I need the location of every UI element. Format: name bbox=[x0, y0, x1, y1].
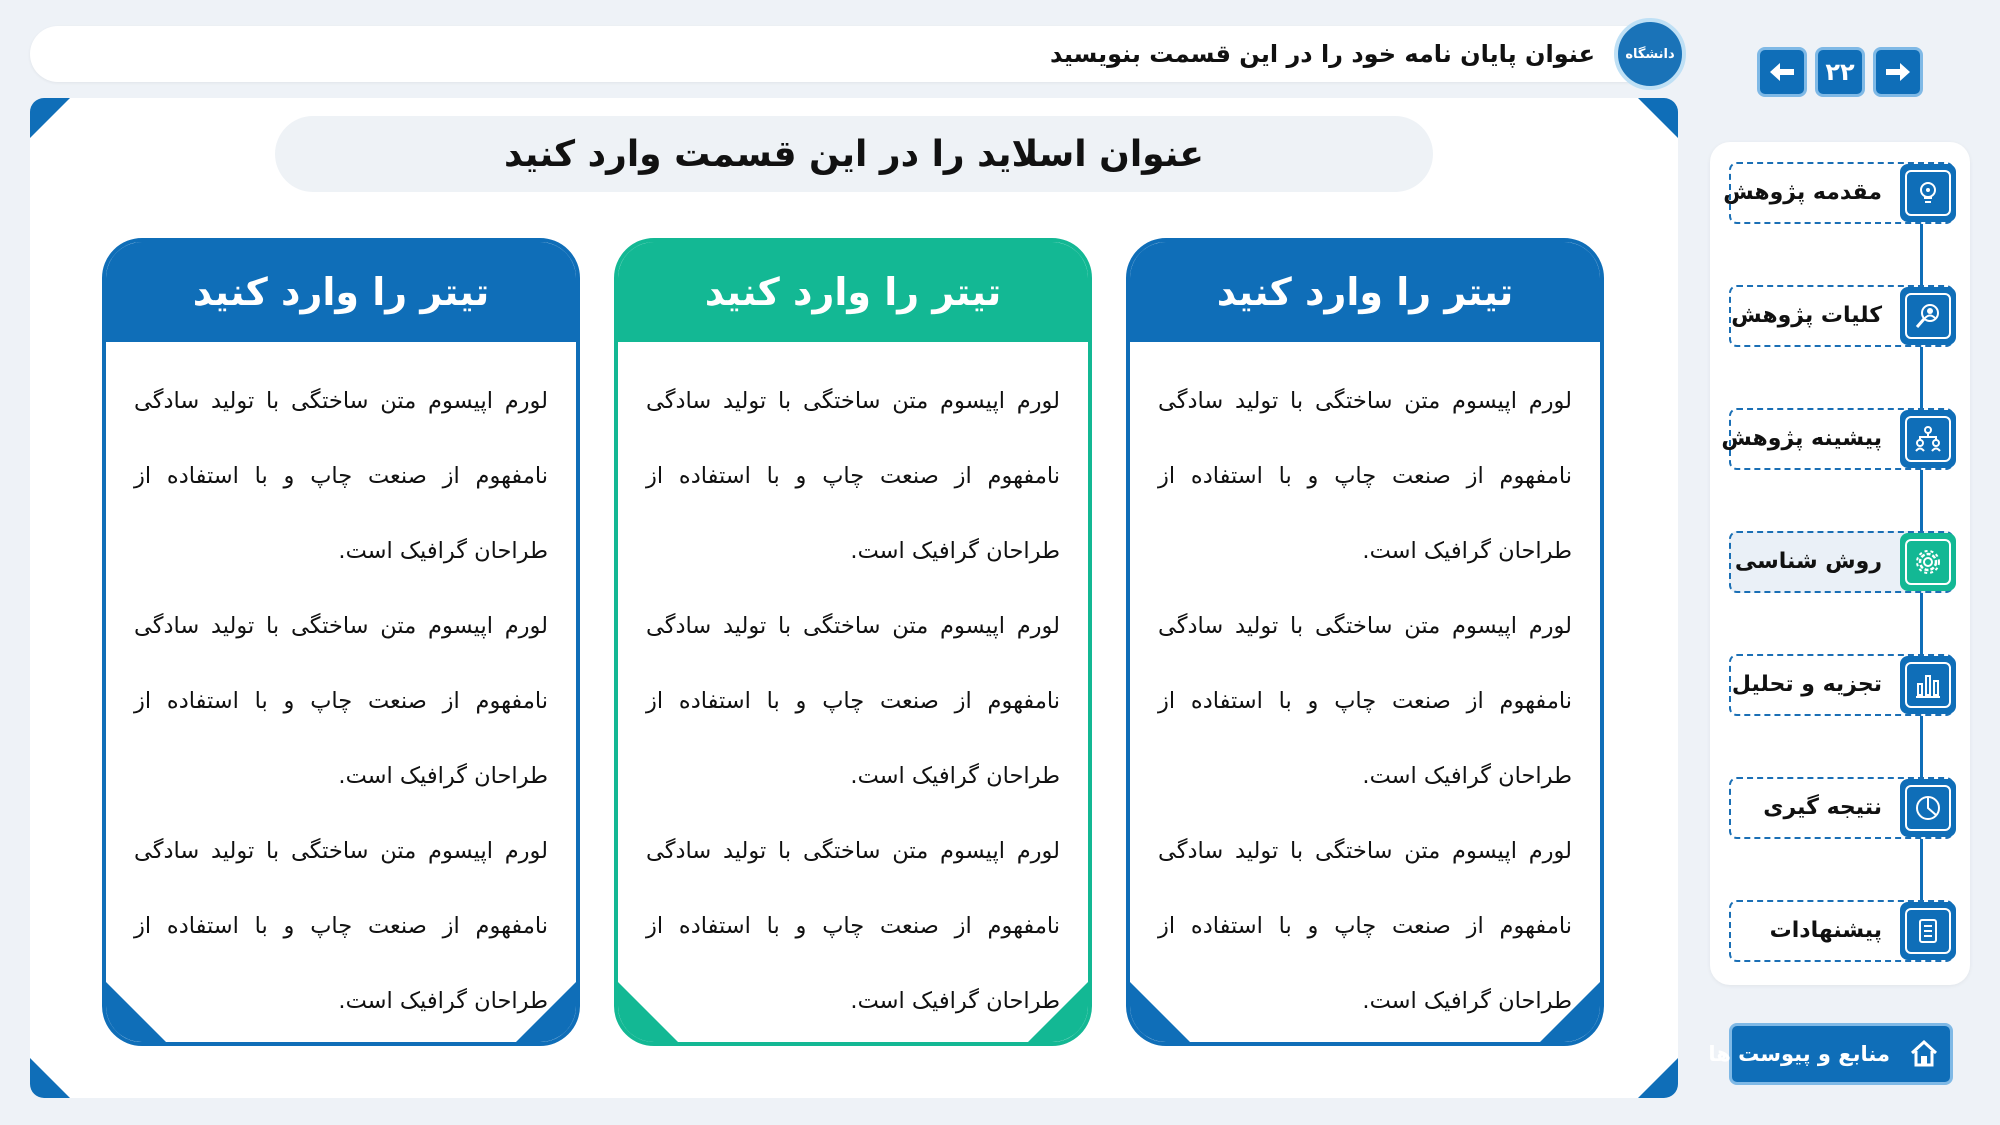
card-body bbox=[646, 364, 1060, 1039]
sidebar-item-conclusion[interactable] bbox=[1729, 777, 1954, 839]
sidebar-item-label: روش شناسی bbox=[1734, 549, 1882, 574]
sidebar-item-label: مقدمه پژوهش bbox=[1723, 180, 1882, 205]
card-paragraph: لورم اپیسوم متن ساختگی با تولید سادگی نامفهوم از صنعت چاپ و با استفاده از طراحان گرافیک است. bbox=[646, 838, 1060, 1014]
card-corner-decoration bbox=[516, 982, 576, 1042]
card-paragraph: لورم اپیسوم متن ساختگی با تولید سادگی نامفهوم از صنعت چاپ و با استفاده از طراحان گرافیک است. bbox=[1158, 613, 1572, 789]
card-corner-decoration bbox=[1028, 982, 1088, 1042]
card-title: تیتر را وارد کنید bbox=[704, 270, 1002, 314]
card-paragraph: لورم اپیسوم متن ساختگی با تولید سادگی نامفهوم از صنعت چاپ و با استفاده از طراحان گرافیک است. bbox=[134, 388, 548, 564]
slide-title: عنوان اسلاید را در این قسمت وارد کنید bbox=[503, 133, 1205, 175]
sidebar-item-generalities[interactable] bbox=[1729, 285, 1954, 347]
content-card-2 bbox=[614, 238, 1092, 1046]
card-header bbox=[618, 242, 1088, 342]
lightbulb-icon bbox=[1913, 178, 1943, 208]
sidebar-item-literature[interactable] bbox=[1721, 408, 1954, 470]
card-paragraph: لورم اپیسوم متن ساختگی با تولید سادگی نامفهوم از صنعت چاپ و با استفاده از طراحان گرافیک است. bbox=[134, 613, 548, 789]
corner-decoration bbox=[30, 98, 70, 138]
sidebar-item-introduction[interactable] bbox=[1723, 162, 1954, 224]
arrow-left-icon bbox=[1768, 61, 1796, 83]
sidebar-item-label: تجزیه و تحلیل bbox=[1731, 672, 1882, 697]
pie-chart-icon bbox=[1913, 793, 1943, 823]
header-bar bbox=[30, 26, 1680, 82]
hierarchy-icon bbox=[1913, 424, 1943, 454]
card-body bbox=[1158, 364, 1572, 1039]
content-card-1 bbox=[1126, 238, 1604, 1046]
logo-text: دانشگاه bbox=[1625, 46, 1675, 62]
card-header bbox=[106, 242, 576, 342]
card-paragraph: لورم اپیسوم متن ساختگی با تولید سادگی نامفهوم از صنعت چاپ و با استفاده از طراحان گرافیک است. bbox=[646, 613, 1060, 789]
slide-title-box bbox=[275, 116, 1433, 192]
sidebar-item-label: کلیات پژوهش bbox=[1731, 303, 1882, 328]
card-paragraph: لورم اپیسوم متن ساختگی با تولید سادگی نامفهوم از صنعت چاپ و با استفاده از طراحان گرافیک است. bbox=[134, 838, 548, 1014]
sidebar-item-methodology[interactable] bbox=[1729, 531, 1954, 593]
sidebar-item-label: پیشینه پژوهش bbox=[1721, 426, 1882, 451]
resources-label: منابع و پیوست ها bbox=[1708, 1042, 1890, 1066]
university-logo bbox=[1614, 18, 1686, 90]
card-corner-decoration bbox=[106, 982, 166, 1042]
card-paragraph: لورم اپیسوم متن ساختگی با تولید سادگی نامفهوم از صنعت چاپ و با استفاده از طراحان گرافیک است. bbox=[1158, 388, 1572, 564]
card-paragraph: لورم اپیسوم متن ساختگی با تولید سادگی نامفهوم از صنعت چاپ و با استفاده از طراحان گرافیک است. bbox=[646, 388, 1060, 564]
sidebar-item-label: پیشنهادات bbox=[1769, 918, 1882, 943]
sidebar-item-suggestions[interactable] bbox=[1729, 900, 1954, 962]
main-panel bbox=[30, 98, 1678, 1098]
document-icon bbox=[1913, 916, 1943, 946]
gear-icon bbox=[1913, 547, 1943, 577]
prev-slide-button[interactable] bbox=[1757, 47, 1807, 97]
bar-chart-icon bbox=[1913, 670, 1943, 700]
resources-button[interactable] bbox=[1708, 1023, 1953, 1085]
card-corner-decoration bbox=[618, 982, 678, 1042]
card-title: تیتر را وارد کنید bbox=[1216, 270, 1514, 314]
card-paragraph: لورم اپیسوم متن ساختگی با تولید سادگی نامفهوم از صنعت چاپ و با استفاده از طراحان گرافیک است. bbox=[1158, 838, 1572, 1014]
card-corner-decoration bbox=[1540, 982, 1600, 1042]
card-header bbox=[1130, 242, 1600, 342]
next-slide-button[interactable] bbox=[1873, 47, 1923, 97]
corner-decoration bbox=[30, 1058, 70, 1098]
card-body bbox=[134, 364, 548, 1039]
card-corner-decoration bbox=[1130, 982, 1190, 1042]
thesis-title: عنوان پایان نامه خود را در این قسمت بنویسید bbox=[1049, 40, 1595, 68]
corner-decoration bbox=[1638, 1058, 1678, 1098]
arrow-right-icon bbox=[1884, 61, 1912, 83]
sidebar-item-analysis[interactable] bbox=[1729, 654, 1954, 716]
corner-decoration bbox=[1638, 98, 1678, 138]
search-user-icon bbox=[1913, 301, 1943, 331]
page-number: ۲۲ bbox=[1815, 47, 1865, 97]
sidebar-item-label: نتیجه گیری bbox=[1763, 795, 1882, 820]
home-icon bbox=[1908, 1038, 1940, 1070]
card-title: تیتر را وارد کنید bbox=[192, 270, 490, 314]
content-card-3 bbox=[102, 238, 580, 1046]
